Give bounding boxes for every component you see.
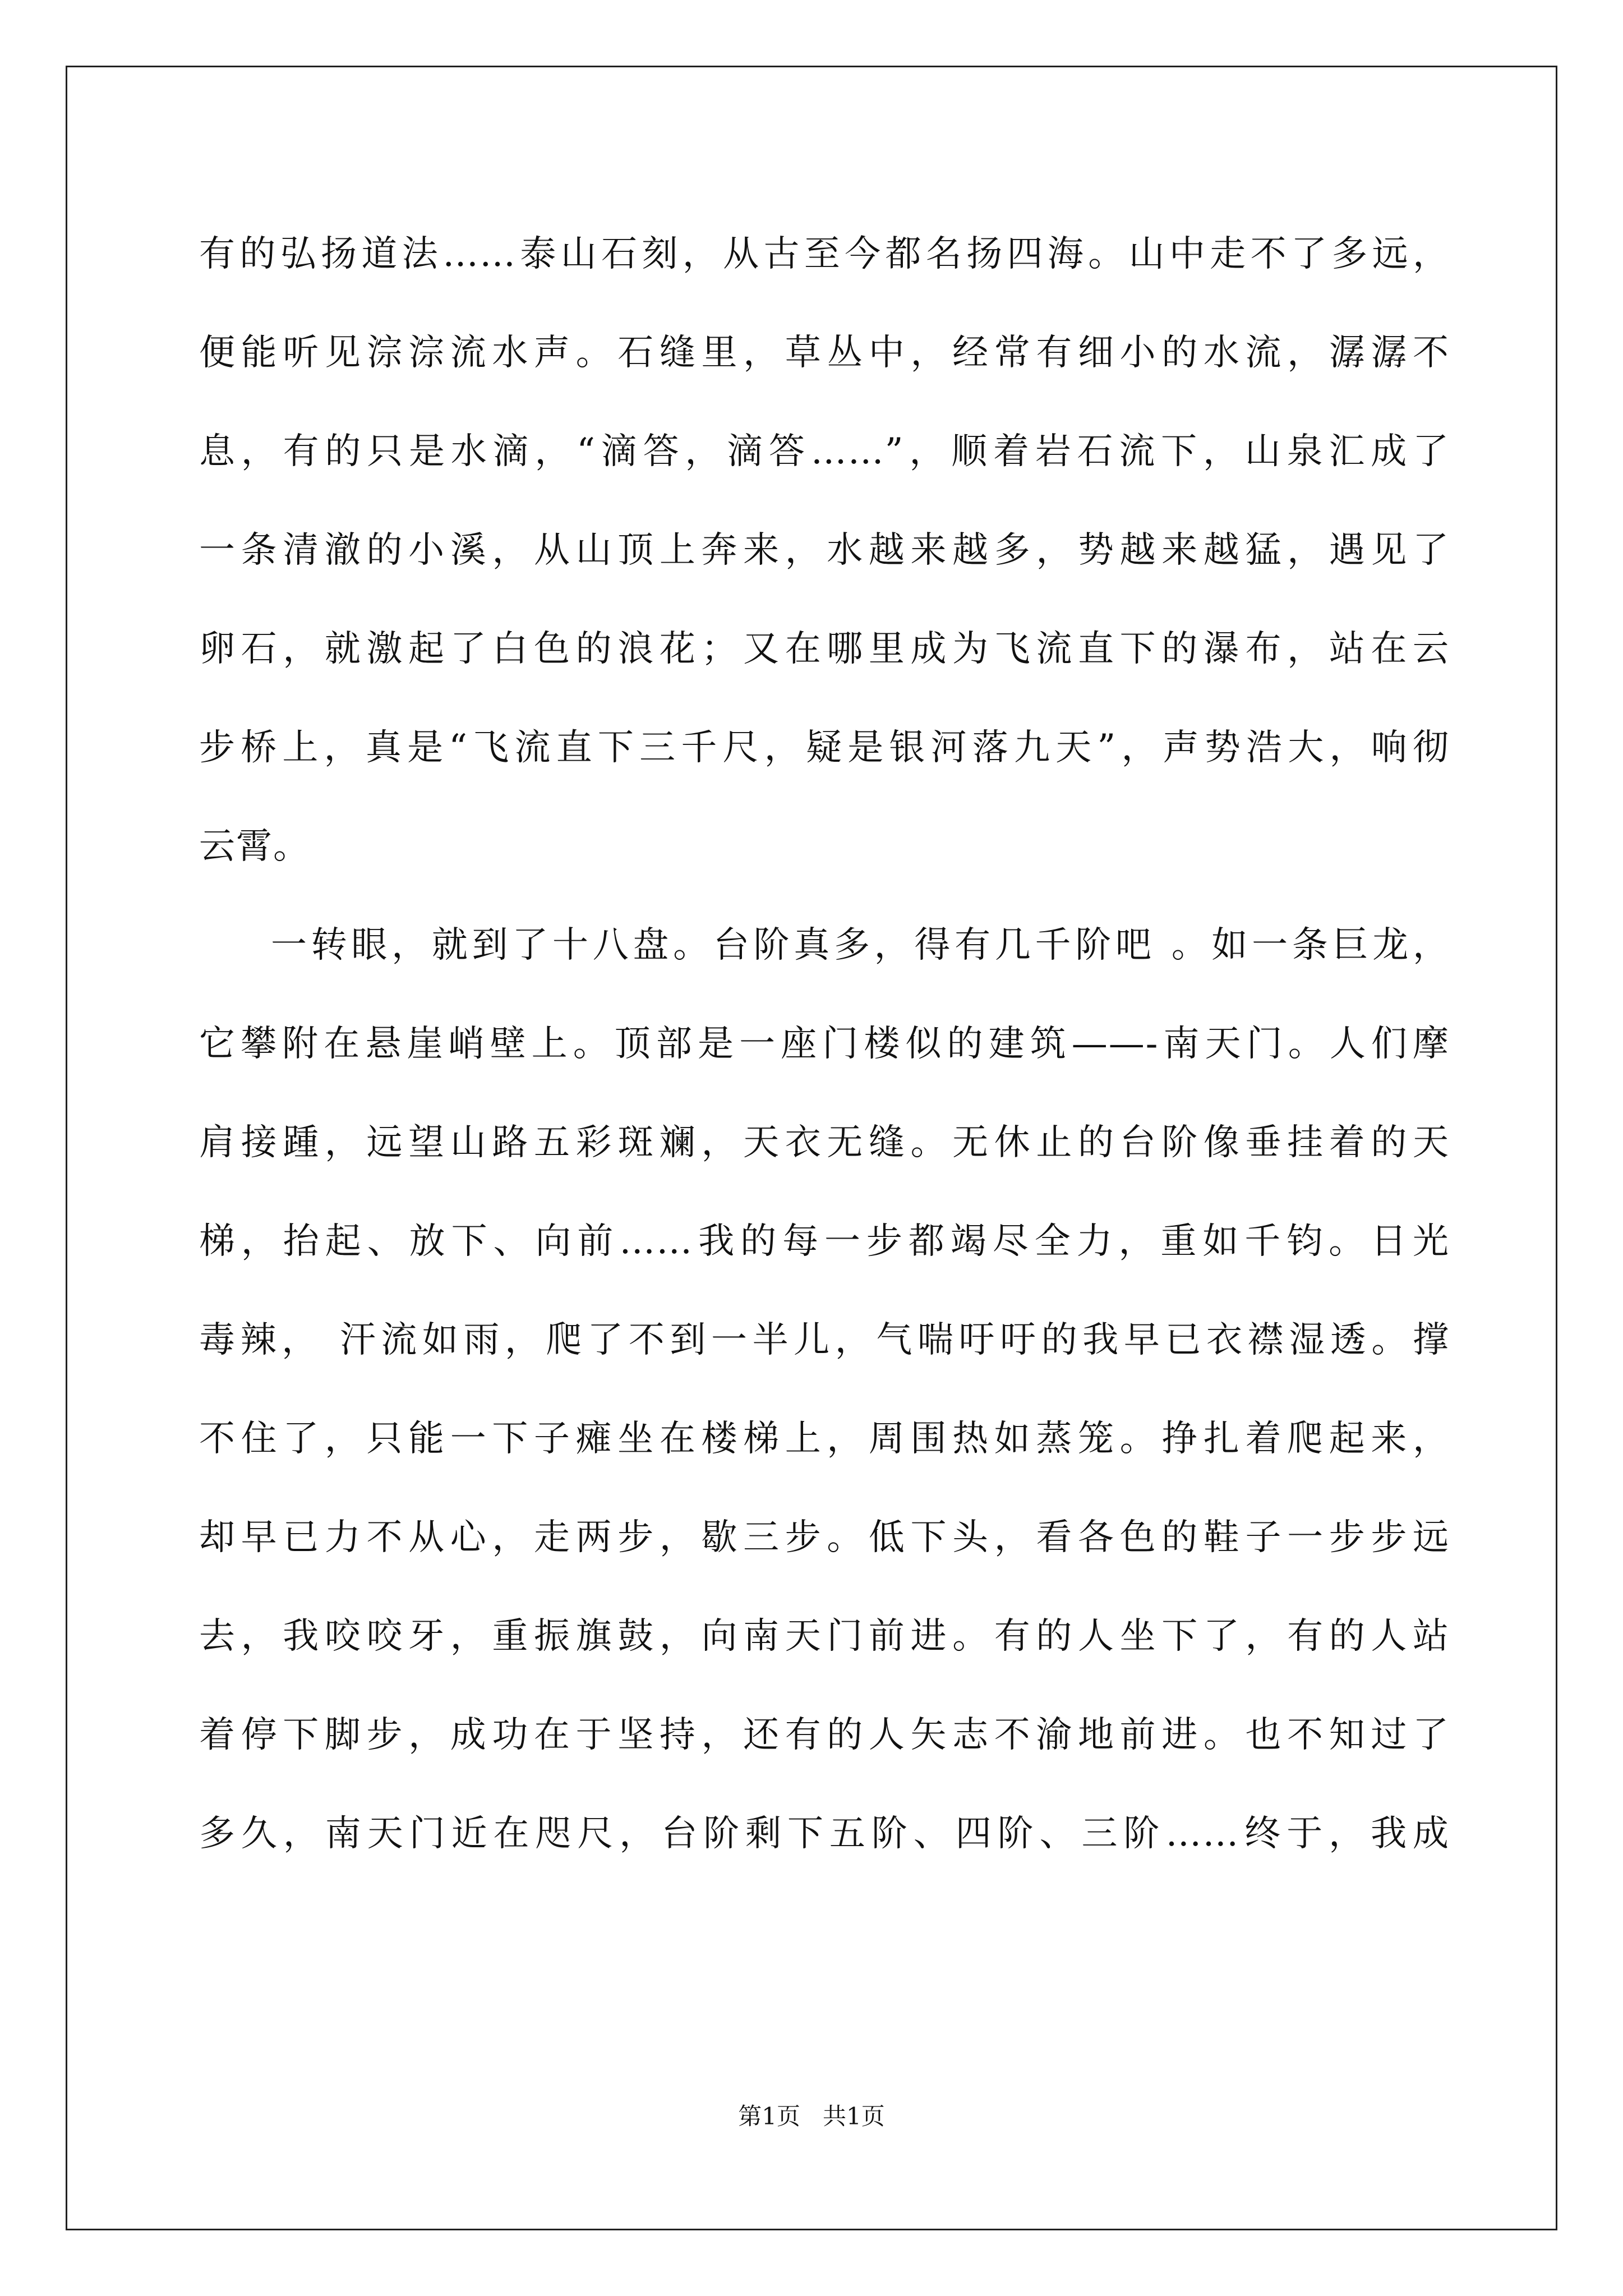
text-line: 有的弘扬道法……泰山石刻，从古至今都名扬四海。山中走不了多远， [199,233,1450,275]
text-line: 便能听见淙淙流水声。石缝里，草丛中，经常有细小的水流，潺潺不 [199,332,1450,374]
text-line: 毒辣， 汗流如雨，爬了不到一半儿，气喘吁吁的我早已衣襟湿透。撑 [199,1319,1450,1361]
text-line: 它攀附在悬崖峭壁上。顶部是一座门楼似的建筑——-南天门。人们摩 [199,1023,1450,1065]
paragraph-first-line: 一转眼，就到了十八盘。台阶真多，得有几千阶吧 。如一条巨龙， [271,924,1450,966]
text-line: 云霄。 [199,826,310,867]
text-line: 多久，南天门近在咫尺，台阶剩下五阶、四阶、三阶……终于，我成 [199,1813,1450,1855]
document-body [199,205,1450,1883]
text-line: 息，有的只是水滴，“滴答，滴答……”，顺着岩石流下，山泉汇成了 [199,431,1450,472]
text-line: 去，我咬咬牙，重振旗鼓，向南天门前进。有的人坐下了，有的人站 [199,1616,1450,1657]
text-line: 步桥上，真是“飞流直下三千尺，疑是银河落九天”，声势浩大，响彻 [199,727,1450,769]
text-line: 不住了，只能一下子瘫坐在楼梯上，周围热如蒸笼。挣扎着爬起来， [199,1418,1450,1460]
text-line: 却早已力不从心，走两步，歇三步。低下头，看各色的鞋子一步步远 [199,1517,1450,1558]
text-line: 梯，抬起、放下、向前……我的每一步都竭尽全力，重如千钧。日光 [199,1221,1450,1262]
text-line: 一条清澈的小溪，从山顶上奔来，水越来越多，势越来越猛，遇见了 [199,530,1450,571]
text-line: 着停下脚步，成功在于坚持，还有的人矢志不渝地前进。也不知过了 [199,1714,1450,1756]
text-line: 卵石，就激起了白色的浪花；又在哪里成为飞流直下的瀑布，站在云 [199,628,1450,670]
text-line: 肩接踵，远望山路五彩斑斓，天衣无缝。无休止的台阶像垂挂着的天 [199,1122,1450,1163]
page-number-footer: 第1页 共1页 [738,2102,885,2130]
